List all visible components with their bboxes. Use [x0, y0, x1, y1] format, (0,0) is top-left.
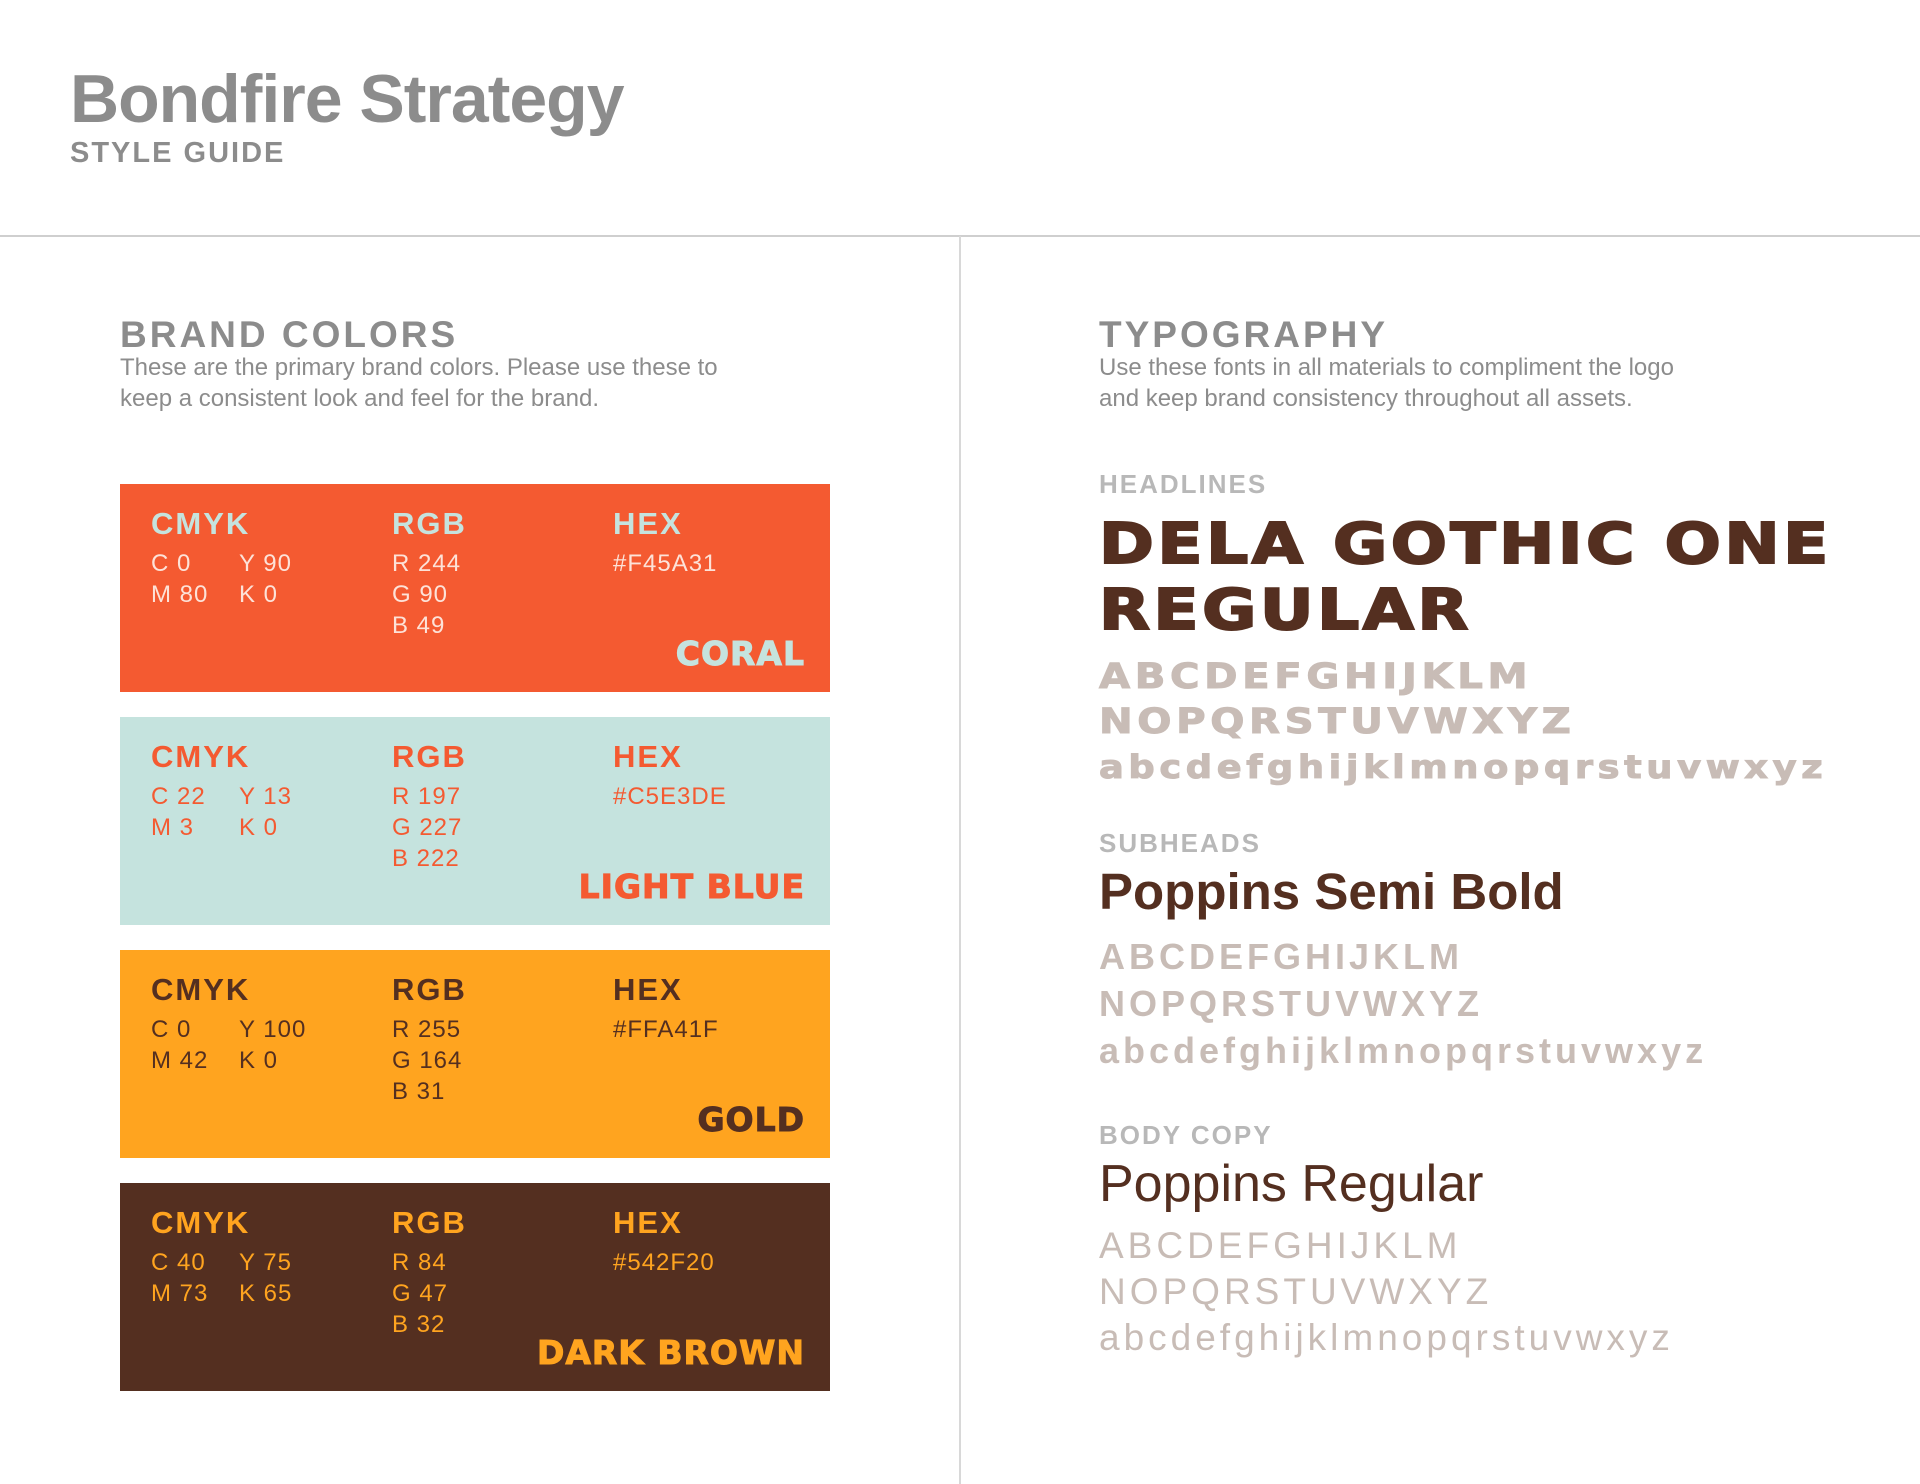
headlines-sample [1099, 655, 1827, 790]
headlines-font-name-line: REGULAR [1099, 578, 1472, 643]
hex-value: #542F20 [613, 1249, 715, 1276]
typography-description-line: Use these fonts in all materials to compliment the logo [1099, 354, 1674, 381]
typography-description [1099, 352, 1819, 414]
rgb-r-value: R 197 [392, 783, 462, 810]
color-name: LIGHT BLUE [578, 867, 805, 906]
typography-title: TYPOGRAPHY [1099, 314, 1389, 355]
hex-value: #FFA41F [613, 1016, 719, 1043]
subheads-label: SUBHEADS [1099, 828, 1261, 858]
color-name: DARK BROWN [536, 1333, 805, 1372]
hex-heading: HEX [613, 739, 683, 774]
brand-colors-description [120, 352, 840, 414]
brand-colors-description-line: These are the primary brand colors. Please use these to [120, 354, 718, 381]
rgb-values [392, 548, 461, 641]
cmyk-k-value: K 0 [239, 814, 279, 841]
subheads-sample-uppercase-2: NOPQRSTUVWXYZ [1099, 983, 1484, 1024]
cmyk-heading: CMYK [151, 1205, 251, 1240]
hex-heading: HEX [613, 1205, 683, 1240]
body-copy-sample-uppercase-2: NOPQRSTUVWXYZ [1099, 1271, 1493, 1312]
hex-heading: HEX [613, 972, 683, 1007]
cmyk-heading: CMYK [151, 506, 251, 541]
brand-colors-description-line: keep a consistent look and feel for the brand. [120, 385, 599, 412]
rgb-r-value: R 244 [392, 550, 462, 577]
rgb-r-value: R 84 [392, 1249, 447, 1276]
rgb-g-value: G 227 [392, 814, 463, 841]
rgb-g-value: G 47 [392, 1280, 449, 1307]
rgb-g-value: G 164 [392, 1047, 463, 1074]
cmyk-y-value: Y 13 [239, 783, 292, 810]
rgb-r-value: R 255 [392, 1016, 462, 1043]
subheads-sample [1099, 933, 1707, 1074]
headlines-sample-uppercase-2: NOPQRSTUVWXYZ [1099, 702, 1576, 742]
headlines-font-name-line: DELA GOTHIC ONE [1099, 512, 1832, 577]
rgb-b-value: B 32 [392, 1311, 446, 1338]
body-copy-sample-lowercase: abcdefghijklmnopqrstuvwxyz [1099, 1317, 1674, 1358]
headlines-sample-lowercase: abcdefghijklmnopqrstuvwxyz [1099, 748, 1828, 786]
rgb-values [392, 1014, 462, 1107]
cmyk-values [151, 548, 327, 610]
rgb-b-value: B 31 [392, 1078, 446, 1105]
cmyk-values [151, 1014, 327, 1076]
cmyk-c-value: C 22 [151, 783, 206, 810]
cmyk-k-value: K 0 [239, 581, 279, 608]
color-swatch-gold [120, 950, 830, 1158]
cmyk-values [151, 1247, 327, 1309]
cmyk-y-value: Y 100 [239, 1016, 307, 1043]
page-title: Bondfire Strategy [70, 61, 624, 137]
headlines-label: HEADLINES [1099, 469, 1268, 499]
cmyk-k-value: K 65 [239, 1280, 293, 1307]
cmyk-c-value: C 0 [151, 550, 192, 577]
brand-colors-title: BRAND COLORS [120, 314, 459, 355]
column-divider [959, 236, 961, 1484]
hex-value: #C5E3DE [613, 783, 727, 810]
rgb-heading: RGB [392, 506, 467, 541]
rgb-b-value: B 49 [392, 612, 446, 639]
subheads-sample-lowercase: abcdefghijklmnopqrstuvwxyz [1099, 1030, 1708, 1071]
hex-heading: HEX [613, 506, 683, 541]
color-swatch-coral [120, 484, 830, 692]
cmyk-m-value: M 3 [151, 814, 195, 841]
rgb-heading: RGB [392, 739, 467, 774]
rgb-values [392, 781, 462, 874]
cmyk-heading: CMYK [151, 972, 251, 1007]
headlines-sample-uppercase-1: ABCDEFGHIJKLM [1099, 657, 1533, 697]
headlines-font-name [1099, 512, 1832, 644]
rgb-values [392, 1247, 448, 1340]
cmyk-c-value: C 0 [151, 1016, 192, 1043]
rgb-b-value: B 222 [392, 845, 460, 872]
page-header [70, 61, 624, 170]
body-copy-font-name: Poppins Regular [1099, 1155, 1484, 1213]
cmyk-heading: CMYK [151, 739, 251, 774]
body-copy-sample [1099, 1223, 1674, 1361]
cmyk-m-value: M 73 [151, 1280, 209, 1307]
cmyk-m-value: M 80 [151, 581, 209, 608]
subheads-font-name: Poppins Semi Bold [1099, 863, 1564, 920]
body-copy-label: BODY COPY [1099, 1120, 1273, 1150]
subheads-sample-uppercase-1: ABCDEFGHIJKLM [1099, 936, 1463, 977]
cmyk-c-value: C 40 [151, 1249, 206, 1276]
cmyk-y-value: Y 90 [239, 550, 292, 577]
color-swatch-dark-brown [120, 1183, 830, 1391]
rgb-g-value: G 90 [392, 581, 449, 608]
color-name: GOLD [697, 1100, 805, 1139]
page-subtitle: STYLE GUIDE [70, 137, 286, 169]
cmyk-m-value: M 42 [151, 1047, 209, 1074]
color-swatch-light-blue [120, 717, 830, 925]
cmyk-y-value: Y 75 [239, 1249, 292, 1276]
body-copy-sample-uppercase-1: ABCDEFGHIJKLM [1099, 1225, 1462, 1266]
cmyk-values [151, 781, 327, 843]
rgb-heading: RGB [392, 972, 467, 1007]
typography-description-line: and keep brand consistency throughout all assets. [1099, 385, 1633, 412]
cmyk-k-value: K 0 [239, 1047, 279, 1074]
rgb-heading: RGB [392, 1205, 467, 1240]
color-name: CORAL [675, 634, 805, 673]
hex-value: #F45A31 [613, 550, 718, 577]
